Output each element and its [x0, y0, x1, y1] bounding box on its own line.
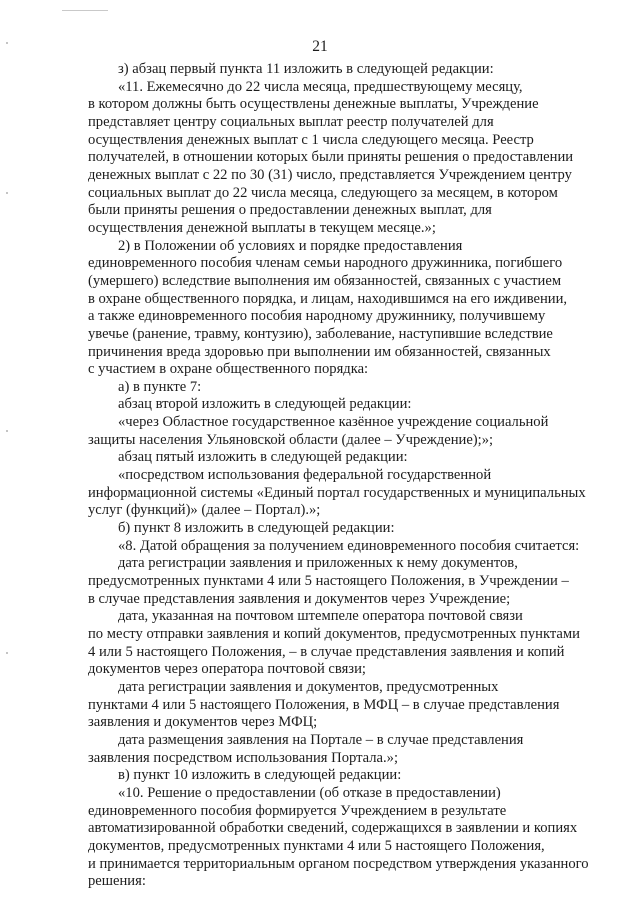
text-line: «11. Ежемесячно до 22 числа месяца, предшествующему месяцу, [118, 78, 523, 95]
text-line: документов через оператора почтовой связи; [88, 661, 366, 678]
binding-dot [6, 652, 8, 654]
text-line: осуществления денежных выплат с 1 числа следующего месяца. Реестр [88, 131, 534, 148]
text-line: автоматизированной обработки сведений, содержащихся в заявлении и копиях [88, 820, 578, 837]
text-line: документов, предусмотренных пунктами 4 или 5 настоящего Положения, [88, 837, 545, 854]
text-line: дата регистрации заявления и документов, предусмотренных [118, 678, 499, 695]
text-line: с участием в охране общественного порядка: [88, 361, 369, 378]
text-line: «через Областное государственное казённое учреждение социальной [118, 414, 549, 431]
text-line: заявления и документов через МФЦ; [88, 714, 318, 731]
text-line: причинения вреда здоровью при выполнении им обязанностей, связанных [88, 343, 551, 360]
text-line: решения: [88, 873, 146, 890]
text-line: по месту отправки заявления и копий документов, предусмотренных пунктами [88, 626, 580, 642]
binding-dot [6, 192, 8, 194]
text-line: 2) в Положении об условиях и порядке предоставления [118, 237, 463, 254]
text-line: услуг (функций)» (далее – Портал).»; [88, 502, 321, 519]
text-line: абзац пятый изложить в следующей редакции: [118, 449, 408, 466]
scan-edge-mark [62, 10, 108, 11]
text-line: денежных выплат с 22 по 30 (31) число, представляется Учреждением центру [88, 166, 572, 183]
text-line: получателей, в отношении которых были приняты решения о предоставлении [88, 149, 574, 166]
text-line: пунктами 4 или 5 настоящего Положения, в МФЦ – в случае представления [88, 696, 560, 713]
text-line: информационной системы «Единый портал государственных и муниципальных [88, 484, 586, 501]
text-line: осуществления денежной выплаты в текущем месяце.»; [88, 219, 436, 236]
text-line: дата регистрации заявления и приложенных к нему документов, [118, 555, 518, 572]
text-line: дата размещения заявления на Портале – в случае представления [118, 731, 524, 748]
text-line: предусмотренных пунктами 4 или 5 настоящего Положения, в Учреждении – [88, 573, 569, 590]
binding-dot [6, 430, 8, 432]
text-line: (умершего) вследствие выполнения им обязанностей, связанных с участием [88, 272, 562, 289]
page-number: 21 [312, 38, 328, 55]
text-line: в случае представления заявления и документов через Учреждение; [88, 590, 511, 607]
text-line: «посредством использования федеральной государственной [118, 467, 492, 484]
text-line: а) в пункте 7: [118, 378, 202, 395]
text-line: 4 или 5 настоящего Положения, – в случае представления заявления и копий [88, 643, 565, 660]
document-text [88, 61, 604, 891]
text-line: а также единовременного пособия народному дружиннику, получившему [88, 308, 546, 325]
text-line: з) абзац первый пункта 11 изложить в следующей редакции: [118, 61, 494, 77]
text-line: единовременного пособия формируется Учреждением в результате [88, 802, 507, 819]
text-line: «10. Решение о предоставлении (об отказе в предоставлении) [118, 784, 501, 801]
text-line: были приняты решения о предоставлении денежных выплат, для [88, 202, 492, 219]
text-line: в котором должны быть осуществлены денежные выплаты, Учреждение [88, 96, 539, 113]
text-line: в) пункт 10 изложить в следующей редакции: [118, 767, 402, 784]
text-line: и принимается территориальным органом посредством утверждения указанного [88, 855, 589, 872]
text-line: заявления посредством использования Портала.»; [88, 749, 399, 766]
text-line: абзац второй изложить в следующей редакции: [118, 396, 412, 413]
text-line: в охране общественного порядка, и лицам, находившимся на его иждивении, [88, 290, 568, 307]
text-line: социальных выплат до 22 числа месяца, следующего за месяцем, в котором [88, 184, 558, 201]
text-line: б) пункт 8 изложить в следующей редакции: [118, 520, 395, 537]
text-line: единовременного пособия членам семьи народного дружинника, погибшего [88, 255, 563, 272]
text-line: дата, указанная на почтовом штемпеле оператора почтовой связи [118, 608, 523, 625]
text-line: защиты населения Ульяновской области (далее – Учреждение);»; [88, 431, 494, 448]
text-line: «8. Датой обращения за получением единовременного пособия считается: [118, 537, 580, 554]
text-line: представляет центру социальных выплат реестр получателей для [88, 113, 494, 130]
text-line: увечье (ранение, травму, контузию), заболевание, наступившие вследствие [88, 325, 553, 342]
